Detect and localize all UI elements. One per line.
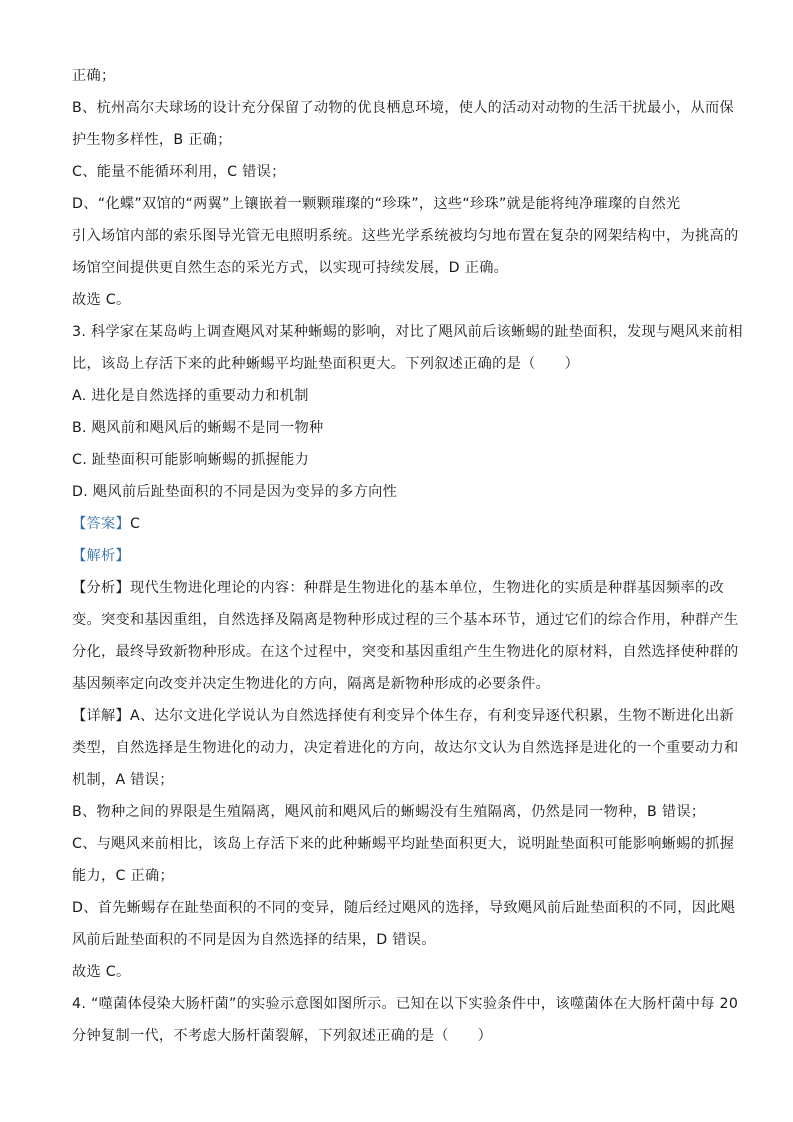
answer-tag: 【答案】 <box>72 516 130 532</box>
q2-text-line: 正确； <box>72 68 116 84</box>
q3-analysis-heading <box>72 546 722 566</box>
q3-fenxi-line <box>72 578 722 598</box>
q2-option-b-line: B、杭州高尔夫球场的设计充分保留了动物的优良栖息环境，使人的活动对动物的生活干扰最小，从而保 <box>72 100 734 116</box>
q3-fenxi-line: 分化，最终导致新物种形成。在这个过程中，突变和基因重组产生生物进化的原材料，自然选择使种群的 <box>72 644 739 660</box>
q4-stem-line: 4. “噬菌体侵染大肠杆菌”的实验示意图如图所示。已知在以下实验条件中，该噬菌体在大肠杆菌中每 20 <box>72 996 739 1012</box>
q3-detail-line: 能力，C 正确； <box>72 868 174 884</box>
q3-option-b: B. 飓风前和飓风后的蜥蜴不是同一物种 <box>72 420 324 436</box>
q3-detail-line: 风前后趾垫面积的不同是因为自然选择的结果，D 错误。 <box>72 932 436 948</box>
q3-answer <box>72 514 722 534</box>
detail-text: A、达尔文进化学说认为自然选择使有利变异个体生存，有利变异逐代积累，生物不断进化出新 <box>129 708 734 724</box>
q3-stem-line: 3. 科学家在某岛屿上调查飓风对某种蜥蜴的影响，对比了飓风前后该蜥蜴的趾垫面积，发现与飓风来前相 <box>72 324 743 340</box>
fenxi-tag: 【分析】 <box>72 580 130 596</box>
q2-conclusion: 故选 C。 <box>72 292 131 308</box>
q3-fenxi-line: 变。突变和基因重组，自然选择及隔离是物种形成过程的三个基本环节，通过它们的综合作用，种群产生 <box>72 612 739 628</box>
q3-detail-line: B、物种之间的界限是生殖隔离，飓风前和飓风后的蜥蜴没有生殖隔离，仍然是同一物种，B 错误； <box>72 804 706 820</box>
q4-stem-line: 分钟复制一代，不考虑大肠杆菌裂解，下列叙述正确的是（ ） <box>72 1028 493 1044</box>
analysis-tag: 【解析】 <box>72 548 130 564</box>
fenxi-text: 现代生物进化理论的内容：种群是生物进化的基本单位，生物进化的实质是种群基因频率的改 <box>129 580 724 596</box>
answer-value: C <box>129 516 141 532</box>
q2-option-d-line: D、“化蝶”双馆的“两翼”上镶嵌着一颗颗璀璨的“珍珠”，这些“珍珠”就是能将纯净璀璨的自然光 <box>72 196 681 212</box>
q3-detail-line: C、与飓风来前相比，该岛上存活下来的此种蜥蜴平均趾垫面积更大，说明趾垫面积可能影响蜥蜴的抓握 <box>72 836 735 852</box>
q2-option-d-line: 引入场馆内部的索乐图导光管无电照明系统。这些光学系统被均匀地布置在复杂的网架结构中，为挑高的 <box>72 228 739 244</box>
q3-detail-line <box>72 706 734 726</box>
q3-option-d: D. 飓风前后趾垫面积的不同是因为变异的多方向性 <box>72 484 398 500</box>
q3-detail-line: D、首先蜥蜴存在趾垫面积的不同的变异，随后经过飓风的选择，导致飓风前后趾垫面积的不同，因此飓 <box>72 900 736 916</box>
q2-option-d-line: 场馆空间提供更自然生态的采光方式，以实现可持续发展，D 正确。 <box>72 260 509 276</box>
q3-detail-line: 类型，自然选择是生物进化的动力，决定着进化的方向，故达尔文认为自然选择是进化的一个重要动力和 <box>72 740 739 756</box>
q3-conclusion: 故选 C。 <box>72 964 131 980</box>
q2-option-b-line: 护生物多样性，B 正确； <box>72 132 232 148</box>
q3-option-a: A. 进化是自然选择的重要动力和机制 <box>72 388 309 404</box>
detail-tag: 【详解】 <box>72 708 130 724</box>
q3-option-c: C. 趾垫面积可能影响蜥蜴的抓握能力 <box>72 452 310 468</box>
q3-detail-line: 机制，A 错误； <box>72 772 174 788</box>
q2-option-c-line: C、能量不能循环利用，C 错误； <box>72 164 286 180</box>
q3-fenxi-line: 基因频率定向改变并决定生物进化的方向，隔离是新物种形成的必要条件。 <box>72 676 551 692</box>
q3-stem-line: 比，该岛上存活下来的此种蜥蜴平均趾垫面积更大。下列叙述正确的是（ ） <box>72 356 580 372</box>
